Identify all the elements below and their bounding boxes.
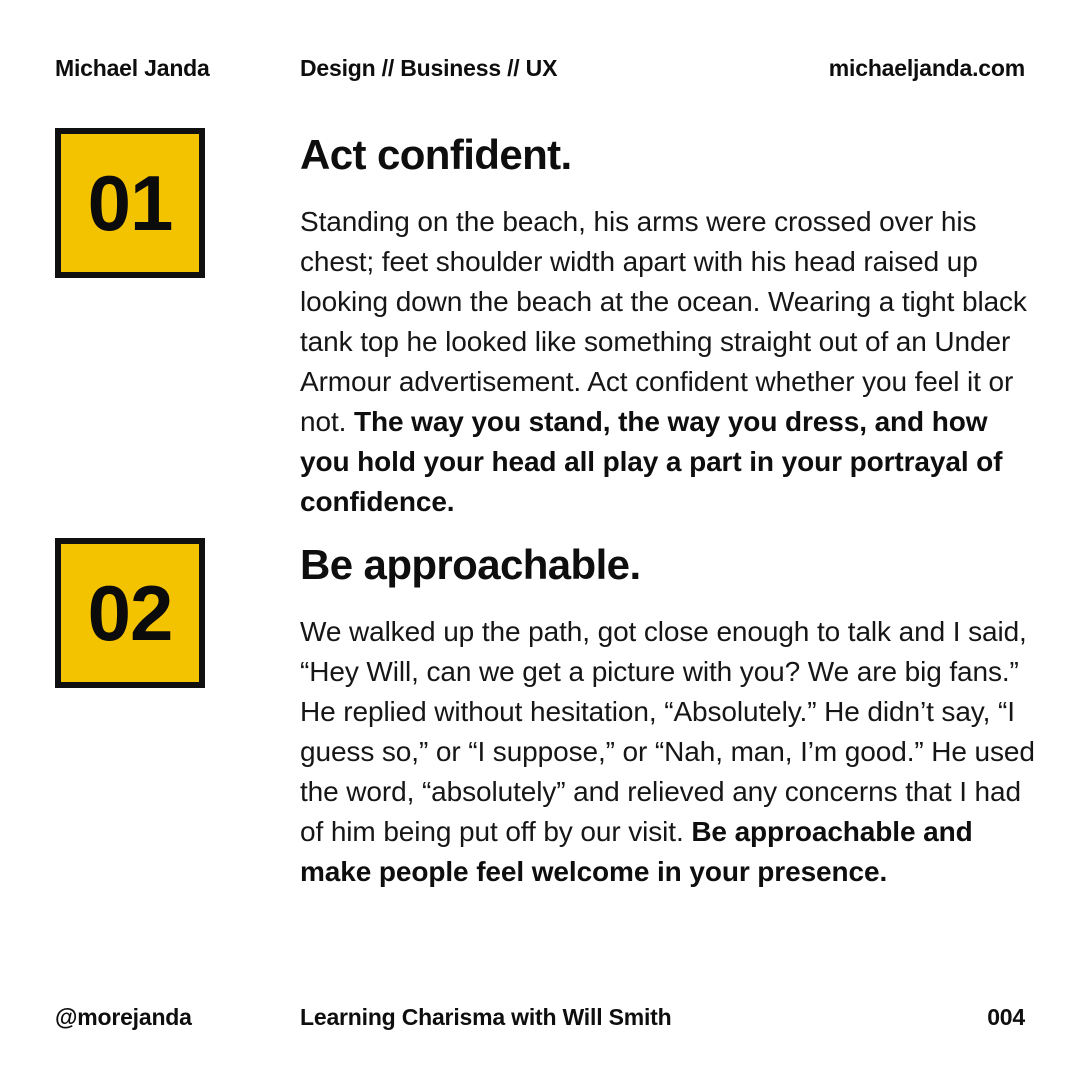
section-01-number-box	[55, 128, 205, 278]
header-website: michaeljanda.com	[828, 55, 1025, 81]
section-02-content	[300, 538, 1040, 892]
section-02-number-cell	[55, 538, 300, 892]
header-author: Michael Janda	[55, 55, 210, 81]
footer-page-number: 004	[987, 1004, 1025, 1030]
section-02-body-regular: We walked up the path, got close enough to talk and I said, “Hey Will, can we get a picture with you? We are big fans.” He replied without hesitation, “Absolutely.” He didn’t say, “I guess so,” or “I suppose,” or “Nah, man, I’m good.” He used the word, “absolutely” and relieved any concerns that I had of him being put off by our visit.	[300, 616, 1035, 847]
section-01	[55, 128, 1040, 522]
footer-handle: @morejanda	[55, 1004, 192, 1030]
section-01-content	[300, 128, 1040, 522]
section-01-number: 01	[87, 159, 173, 247]
header-topics: Design // Business // UX	[300, 55, 558, 81]
section-01-number-cell	[55, 128, 300, 522]
section-02-title: Be approachable.	[300, 541, 641, 588]
section-02-number: 02	[87, 569, 173, 657]
section-02-body	[300, 612, 1040, 892]
section-01-title: Act confident.	[300, 131, 572, 178]
section-01-body-regular: Standing on the beach, his arms were crossed over his chest; feet shoulder width apart with his head raised up looking down the beach at the ocean. Wearing a tight black tank top he looked like something straight out of an Under Armour advertisement. Act confident whether you feel it or not.	[300, 206, 1027, 437]
section-01-body	[300, 202, 1040, 522]
section-02-body-bold: Be approachable and make people feel welcome in your presence.	[300, 816, 973, 887]
section-02-number-box	[55, 538, 205, 688]
header	[55, 55, 1025, 82]
section-01-body-bold: The way you stand, the way you dress, and how you hold your head all play a part in your portrayal of confidence.	[300, 406, 1003, 517]
section-02	[55, 538, 1040, 892]
footer	[55, 1004, 1025, 1031]
footer-series-title: Learning Charisma with Will Smith	[300, 1004, 672, 1030]
